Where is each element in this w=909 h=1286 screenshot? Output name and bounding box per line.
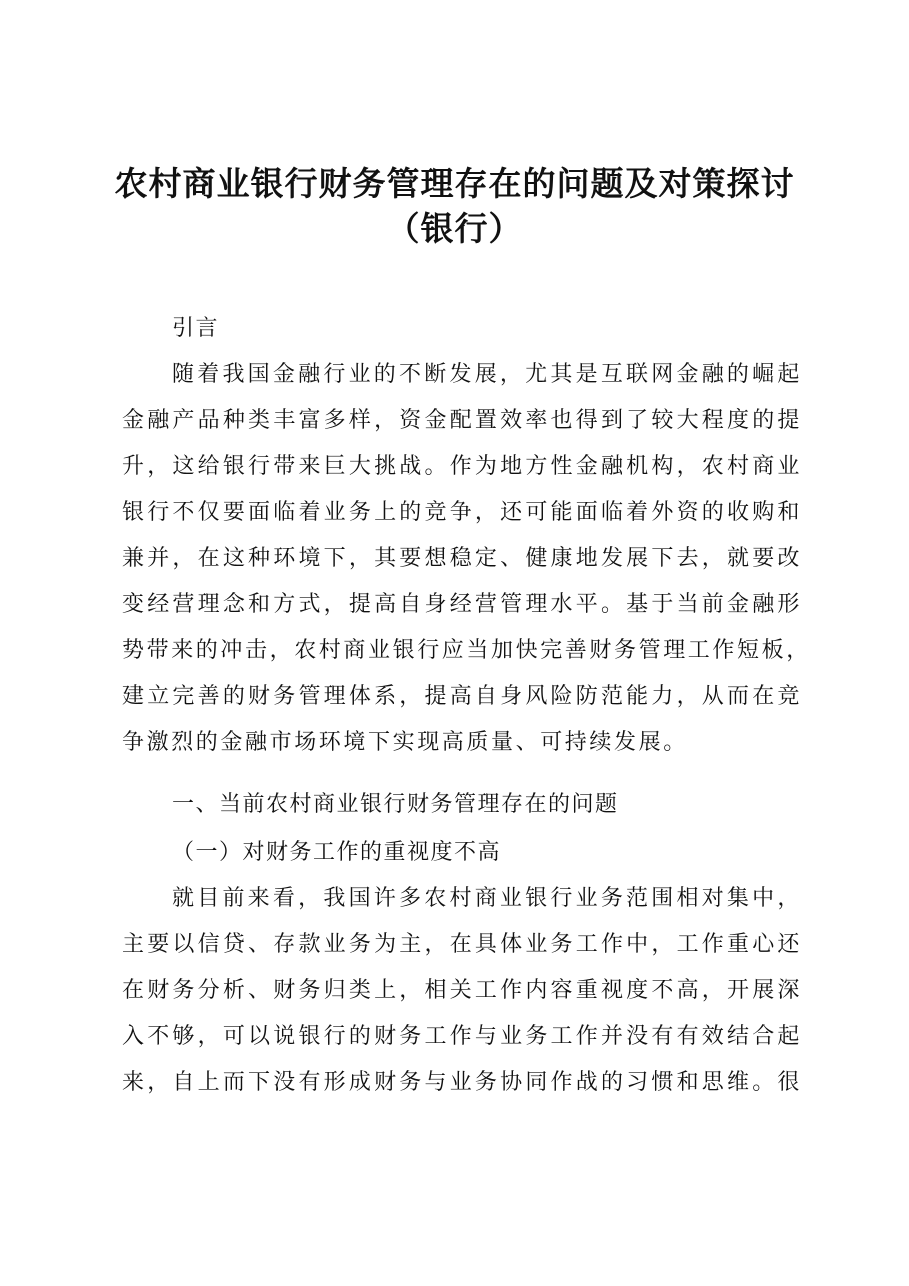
intro-paragraph-line: 随着我国金融行业的不断发展，尤其是互联网金融的崛起: [172, 362, 802, 387]
intro-paragraph-line: 建立完善的财务管理体系，提高自身风险防范能力，从而在竞: [122, 684, 802, 709]
section-1-paragraph-line: 就目前来看，我国许多农村商业银行业务范围相对集中，: [172, 886, 802, 911]
intro-heading: 引言: [172, 316, 220, 341]
document-title-line-1: 农村商业银行财务管理存在的问题及对策探讨: [114, 164, 795, 203]
intro-paragraph-line: 兼并，在这种环境下，其要想稳定、健康地发展下去，就要改: [122, 546, 802, 571]
document-title-line-2: （银行）: [386, 209, 523, 248]
intro-paragraph-line: 势带来的冲击，农村商业银行应当加快完善财务管理工作短板，: [122, 638, 811, 663]
intro-paragraph-line: 争激烈的金融市场环境下实现高质量、可持续发展。: [122, 730, 688, 755]
section-1-paragraph-line: 在财务分析、财务归类上，相关工作内容重视度不高，开展深: [122, 978, 802, 1003]
section-1-paragraph-line: 入不够，可以说银行的财务工作与业务工作并没有有效结合起: [122, 1024, 802, 1049]
intro-paragraph-line: 变经营理念和方式，提高自身经营管理水平。基于当前金融形: [122, 592, 802, 617]
intro-paragraph-line: 银行不仅要面临着业务上的竞争，还可能面临着外资的收购和: [122, 500, 802, 525]
intro-paragraph-line: 金融产品种类丰富多样，资金配置效率也得到了较大程度的提: [122, 408, 802, 433]
intro-paragraph-line: 升，这给银行带来巨大挑战。作为地方性金融机构，农村商业: [122, 454, 802, 479]
subsection-1-heading: （一）对财务工作的重视度不高: [172, 840, 502, 865]
section-1-paragraph-line: 主要以信贷、存款业务为主，在具体业务工作中，工作重心还: [122, 932, 802, 957]
section-1-paragraph-line: 来，自上而下没有形成财务与业务协同作战的习惯和思维。很: [122, 1070, 802, 1095]
section-1-heading: 一、当前农村商业银行财务管理存在的问题: [172, 792, 619, 817]
